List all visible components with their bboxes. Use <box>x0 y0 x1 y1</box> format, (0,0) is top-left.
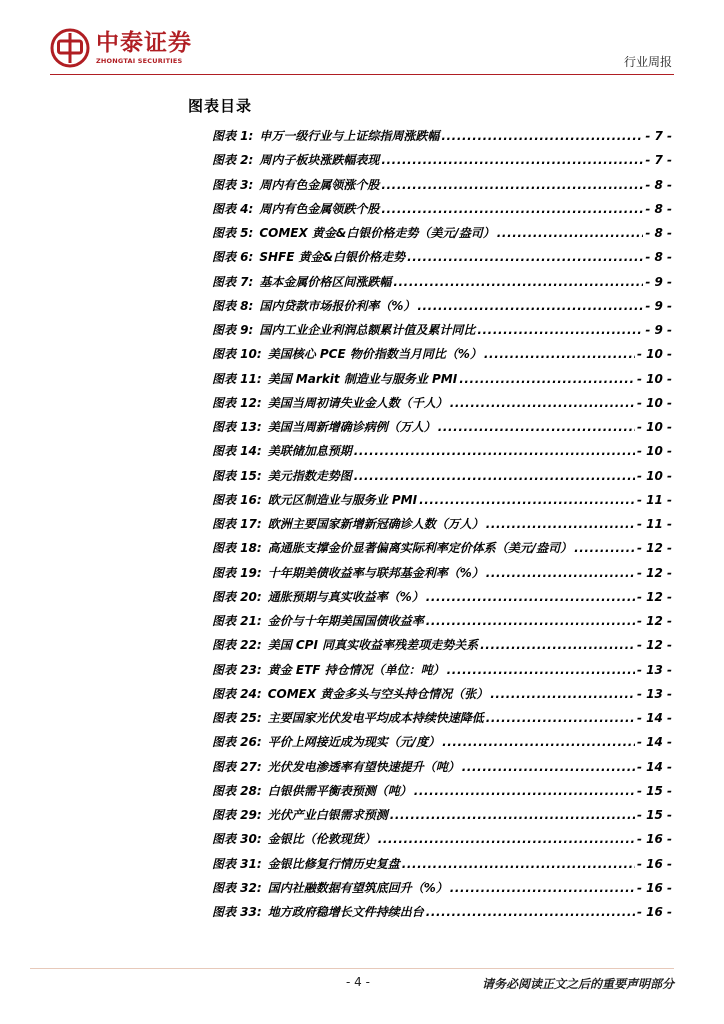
toc-entry[interactable] <box>212 758 672 782</box>
toc-entry-page: - 12 - <box>636 614 672 628</box>
toc-entry-page: - 14 - <box>636 711 672 725</box>
toc-entry-label: 图表 25: <box>212 711 262 725</box>
toc-entry-page: - 10 - <box>636 420 672 434</box>
toc-entry-leader <box>447 663 635 677</box>
toc-entry-title: 欧元区制造业与服务业 PMI <box>267 492 418 507</box>
toc-entry-leader <box>414 784 635 798</box>
toc-entry-page: - 16 - <box>636 905 672 919</box>
toc-entry-page: - 9 - <box>645 323 672 337</box>
toc-entry-page: - 8 - <box>645 177 672 192</box>
toc-entry-label: 图表 18: <box>212 541 262 556</box>
toc-entry[interactable] <box>212 782 672 806</box>
brand-name-en: ZHONGTAI SECURITIES <box>96 56 183 65</box>
toc-entry-title: 基本金属价格区间涨跌幅 <box>259 274 392 289</box>
toc-entry-leader <box>438 420 635 434</box>
toc-entry-title: 国内社融数据有望筑底回升（%） <box>267 880 448 895</box>
toc-entry[interactable] <box>212 200 672 224</box>
toc-entry-leader <box>441 129 643 143</box>
toc-entry-label: 图表 10: <box>212 347 262 362</box>
toc-entry[interactable] <box>212 685 672 709</box>
toc-entry-leader <box>393 275 643 289</box>
toc-entry-page: - 13 - <box>636 686 672 701</box>
toc-entry-title: 国内工业企业利润总额累计值及累计同比 <box>259 323 476 337</box>
page-number: - 4 - <box>346 975 370 989</box>
toc-entry-leader <box>450 881 635 895</box>
toc-entry[interactable] <box>212 806 672 830</box>
toc-entry[interactable] <box>212 539 672 563</box>
toc-entry-page: - 10 - <box>636 371 672 386</box>
toc-entry-leader <box>442 735 635 749</box>
toc-entry-page: - 11 - <box>636 517 672 531</box>
toc-entry-title: 美国 Markit 制造业与服务业 PMI <box>267 371 458 386</box>
toc-entry-leader <box>378 832 635 846</box>
toc-entry[interactable] <box>212 564 672 588</box>
toc-entry-page: - 10 - <box>636 444 672 459</box>
toc-entry[interactable] <box>212 588 672 612</box>
toc-entry[interactable] <box>212 491 672 515</box>
toc-entry-page: - 9 - <box>645 298 672 313</box>
toc-entry-title: 欧洲主要国家新增新冠确诊人数（万人） <box>267 517 484 531</box>
zhongtai-logo-icon <box>50 28 90 68</box>
toc-heading: 图表目录 <box>188 97 253 115</box>
toc-entry[interactable] <box>212 661 672 685</box>
toc-entry[interactable] <box>212 879 672 903</box>
toc-entry[interactable] <box>212 321 672 345</box>
toc-entry-label: 图表 6: <box>212 250 254 265</box>
toc-entry-page: - 16 - <box>636 832 672 847</box>
toc-entry-leader <box>354 444 635 458</box>
toc-entry-leader <box>480 638 635 652</box>
toc-entry-label: 图表 27: <box>212 759 262 774</box>
toc-entry-page: - 10 - <box>636 468 672 483</box>
toc-entry-label: 图表 16: <box>212 492 262 507</box>
toc-entry-page: - 7 - <box>645 129 672 143</box>
toc-entry[interactable] <box>212 127 672 151</box>
toc-entry-leader <box>497 226 644 240</box>
toc-entry-label: 图表 24: <box>212 686 262 701</box>
toc-entry-label: 图表 28: <box>212 783 262 798</box>
toc-entry-title: COMEX 黄金&白银价格走势（美元/盎司） <box>259 226 495 240</box>
toc-entry-label: 图表 5: <box>212 226 254 240</box>
toc-entry-label: 图表 29: <box>212 808 262 822</box>
toc-entry-page: - 14 - <box>636 735 672 750</box>
toc-entry-title: 国内贷款市场报价利率（%） <box>259 298 416 313</box>
toc-entry-leader <box>462 760 635 774</box>
toc-entry-label: 图表 3: <box>212 177 254 192</box>
toc-entry-label: 图表 32: <box>212 880 262 895</box>
toc-entry-title: 主要国家光伏发电平均成本持续快速降低 <box>267 711 484 725</box>
toc-entry-label: 图表 8: <box>212 298 254 313</box>
toc-entry-leader <box>417 299 643 313</box>
toc-entry-label: 图表 11: <box>212 371 262 386</box>
toc-entry-title: 美国当周初请失业金人数（千人） <box>267 395 448 410</box>
toc-entry[interactable] <box>212 273 672 297</box>
toc-entry-leader <box>390 808 635 822</box>
toc-entry-page: - 12 - <box>636 541 672 556</box>
disclaimer-note: 请务必阅读正文之后的重要声明部分 <box>481 977 674 991</box>
toc-entry-leader <box>426 905 635 919</box>
toc-entry-page: - 8 - <box>645 226 672 240</box>
toc-entry-label: 图表 12: <box>212 395 262 410</box>
toc-entry-page: - 13 - <box>636 662 672 677</box>
toc-entry[interactable] <box>212 345 672 369</box>
toc-entry-leader <box>381 202 643 216</box>
toc-entry-label: 图表 17: <box>212 517 262 531</box>
toc-entry-leader <box>484 347 635 361</box>
toc-entry-label: 图表 20: <box>212 589 262 604</box>
footer-divider <box>30 968 674 969</box>
toc-entry-page: - 15 - <box>636 808 672 822</box>
toc-entry-label: 图表 14: <box>212 444 262 459</box>
header-divider <box>50 74 674 75</box>
toc-entry-leader <box>402 857 635 871</box>
toc-entry[interactable] <box>212 855 672 879</box>
toc-entry-title: 黄金 ETF 持仓情况（单位：吨） <box>267 662 445 677</box>
toc-entry-label: 图表 30: <box>212 832 262 847</box>
toc-entry[interactable] <box>212 370 672 394</box>
toc-entry-title: 周内子板块涨跌幅表现 <box>259 153 380 168</box>
toc-entry-leader <box>459 372 635 386</box>
toc-entry-page: - 10 - <box>636 395 672 410</box>
report-type: 行业周报 <box>623 55 672 69</box>
toc-entry-label: 图表 31: <box>212 856 262 871</box>
toc-entry-leader <box>486 711 635 725</box>
toc-entry-page: - 7 - <box>645 153 672 168</box>
toc-entry[interactable] <box>212 612 672 636</box>
toc-entry-title: 金银比（伦敦现货） <box>267 832 376 847</box>
toc-entry[interactable] <box>212 176 672 200</box>
toc-entry-title: 十年期美债收益率与联邦基金利率（%） <box>267 565 484 580</box>
toc-entry-title: 美联储加息预期 <box>267 444 352 459</box>
toc-entry-leader <box>477 323 643 337</box>
toc-entry-leader <box>426 614 635 628</box>
toc-entry-page: - 16 - <box>636 856 672 871</box>
toc-entry-title: 平价上网接近成为现实（元/度） <box>267 735 441 750</box>
toc-entry-title: 高通胀支撑金价显著偏离实际利率定价体系（美元/盎司） <box>267 541 573 556</box>
toc-entry[interactable] <box>212 248 672 272</box>
toc-entry-title: 美国核心 PCE 物价指数当月同比（%） <box>267 347 482 362</box>
toc-entry-title: 美元指数走势图 <box>267 468 352 483</box>
toc-entry-label: 图表 33: <box>212 905 262 919</box>
toc-entry-label: 图表 13: <box>212 420 262 434</box>
toc-entry-leader <box>407 250 643 264</box>
toc-entry[interactable] <box>212 442 672 466</box>
toc-entry[interactable] <box>212 903 672 927</box>
toc-entry[interactable] <box>212 709 672 733</box>
toc-entry-title: 周内有色金属领涨个股 <box>259 177 380 192</box>
toc-entry-title: 光伏发电渗透率有望快速提升（吨） <box>267 759 460 774</box>
toc-entry-page: - 11 - <box>636 492 672 507</box>
toc-entry-title: 美国当周新增确诊病例（万人） <box>267 420 436 434</box>
toc-entry-title: SHFE 黄金&白银价格走势 <box>259 250 406 265</box>
toc-entry-title: 光伏产业白银需求预测 <box>267 808 388 822</box>
toc-entry-label: 图表 4: <box>212 201 254 216</box>
toc-entry-label: 图表 21: <box>212 614 262 628</box>
toc-entry-page: - 8 - <box>645 250 672 265</box>
toc-entry-leader <box>426 590 635 604</box>
toc-entry-label: 图表 1: <box>212 129 254 143</box>
toc-entry[interactable] <box>212 830 672 854</box>
toc-entry[interactable] <box>212 151 672 175</box>
toc-entry-page: - 10 - <box>636 347 672 362</box>
toc-entry-leader <box>490 687 635 701</box>
toc-entry-page: - 12 - <box>636 589 672 604</box>
toc-entry-page: - 12 - <box>636 638 672 653</box>
company-logo <box>50 28 192 68</box>
toc-entry[interactable] <box>212 515 672 539</box>
toc-entry[interactable] <box>212 394 672 418</box>
toc-entry-label: 图表 22: <box>212 638 262 653</box>
toc-entry-leader <box>486 566 635 580</box>
toc-entry-page: - 16 - <box>636 880 672 895</box>
toc-entry-leader <box>486 517 635 531</box>
toc-entry-leader <box>381 178 643 192</box>
toc-entry-page: - 8 - <box>645 201 672 216</box>
toc-entry[interactable] <box>212 418 672 442</box>
toc-entry-title: 通胀预期与真实收益率（%） <box>267 589 424 604</box>
toc-entry-title: COMEX 黄金多头与空头持仓情况（张） <box>267 686 489 701</box>
table-of-figures <box>212 127 672 927</box>
toc-entry-leader <box>381 153 643 167</box>
toc-entry-leader <box>450 396 635 410</box>
toc-entry-title: 地方政府稳增长文件持续出台 <box>267 905 424 919</box>
toc-entry-title: 白银供需平衡表预测（吨） <box>267 783 412 798</box>
brand-name-cn: 中泰证券 <box>96 29 192 56</box>
toc-entry-leader <box>419 493 635 507</box>
toc-entry-label: 图表 2: <box>212 153 254 168</box>
toc-entry-page: - 15 - <box>636 783 672 798</box>
toc-entry-page: - 14 - <box>636 759 672 774</box>
toc-entry[interactable] <box>212 467 672 491</box>
toc-entry-label: 图表 19: <box>212 565 262 580</box>
toc-entry[interactable] <box>212 224 672 248</box>
toc-entry-title: 美国 CPI 同真实收益率残差项走势关系 <box>267 638 479 653</box>
toc-entry[interactable] <box>212 733 672 757</box>
toc-entry[interactable] <box>212 636 672 660</box>
toc-entry-leader <box>574 541 635 555</box>
toc-entry-page: - 9 - <box>645 274 672 289</box>
toc-entry-label: 图表 23: <box>212 662 262 677</box>
toc-entry-leader <box>354 469 635 483</box>
toc-entry-title: 金银比修复行情历史复盘 <box>267 856 400 871</box>
toc-entry-label: 图表 9: <box>212 323 254 337</box>
toc-entry-page: - 12 - <box>636 565 672 580</box>
toc-entry-label: 图表 7: <box>212 274 254 289</box>
toc-entry-title: 周内有色金属领跌个股 <box>259 201 380 216</box>
toc-entry-label: 图表 26: <box>212 735 262 750</box>
toc-entry-title: 申万一级行业与上证综指周涨跌幅 <box>259 129 440 143</box>
toc-entry-label: 图表 15: <box>212 468 262 483</box>
toc-entry[interactable] <box>212 297 672 321</box>
toc-entry-title: 金价与十年期美国国债收益率 <box>267 614 424 628</box>
